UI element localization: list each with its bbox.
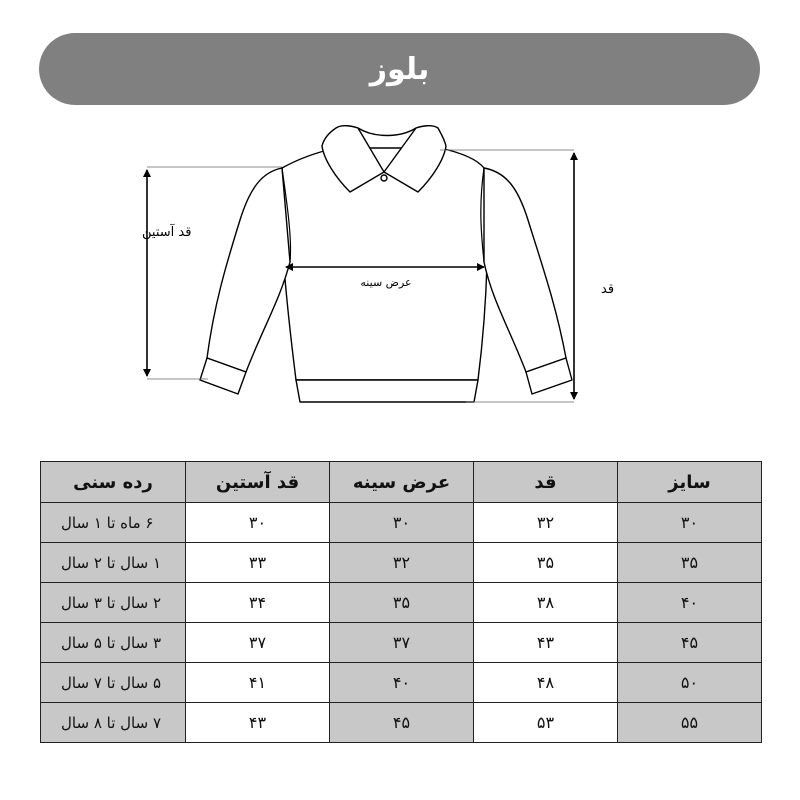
header-age-range: رده سنی (41, 462, 186, 503)
header-size: سایز (618, 462, 762, 503)
cell-length: ۴۸ (474, 663, 618, 703)
cell-chest-width: ۴۰ (330, 663, 474, 703)
page-title: بلوز (369, 51, 430, 87)
cell-age-range: ۷ سال تا ۸ سال (41, 703, 186, 743)
cell-age-range: ۱ سال تا ۲ سال (41, 543, 186, 583)
cell-chest-width: ۳۲ (330, 543, 474, 583)
table-row (41, 583, 762, 623)
cell-chest-width: ۳۷ (330, 623, 474, 663)
table-row (41, 663, 762, 703)
table-row (41, 503, 762, 543)
cell-length: ۳۲ (474, 503, 618, 543)
table-row (41, 703, 762, 743)
table-row (41, 543, 762, 583)
cell-chest-width: ۴۵ (330, 703, 474, 743)
cell-sleeve-length: ۳۳ (186, 543, 330, 583)
body-length-label: قد (601, 282, 615, 297)
chest-width-label: عرض سینه (360, 276, 412, 289)
cell-size: ۳۵ (618, 543, 762, 583)
cell-sleeve-length: ۴۳ (186, 703, 330, 743)
cell-sleeve-length: ۳۴ (186, 583, 330, 623)
table-header-row (41, 462, 762, 503)
header-chest-width: عرض سینه (330, 462, 474, 503)
cell-length: ۴۳ (474, 623, 618, 663)
cell-size: ۵۰ (618, 663, 762, 703)
header-length: قد (474, 462, 618, 503)
header-sleeve-length: قد آستین (186, 462, 330, 503)
sleeve-length-label: قد آستین (142, 225, 192, 240)
size-table (40, 461, 762, 743)
cell-chest-width: ۳۵ (330, 583, 474, 623)
cell-length: ۳۵ (474, 543, 618, 583)
cell-sleeve-length: ۴۱ (186, 663, 330, 703)
table-row (41, 623, 762, 663)
cell-chest-width: ۳۰ (330, 503, 474, 543)
cell-age-range: ۵ سال تا ۷ سال (41, 663, 186, 703)
cell-size: ۴۵ (618, 623, 762, 663)
cell-length: ۳۸ (474, 583, 618, 623)
cell-size: ۳۰ (618, 503, 762, 543)
cell-size: ۵۵ (618, 703, 762, 743)
cell-sleeve-length: ۳۷ (186, 623, 330, 663)
cell-length: ۵۳ (474, 703, 618, 743)
cell-age-range: ۳ سال تا ۵ سال (41, 623, 186, 663)
cell-size: ۴۰ (618, 583, 762, 623)
cell-age-range: ۲ سال تا ۳ سال (41, 583, 186, 623)
cell-sleeve-length: ۳۰ (186, 503, 330, 543)
cell-age-range: ۶ ماه تا ۱ سال (41, 503, 186, 543)
